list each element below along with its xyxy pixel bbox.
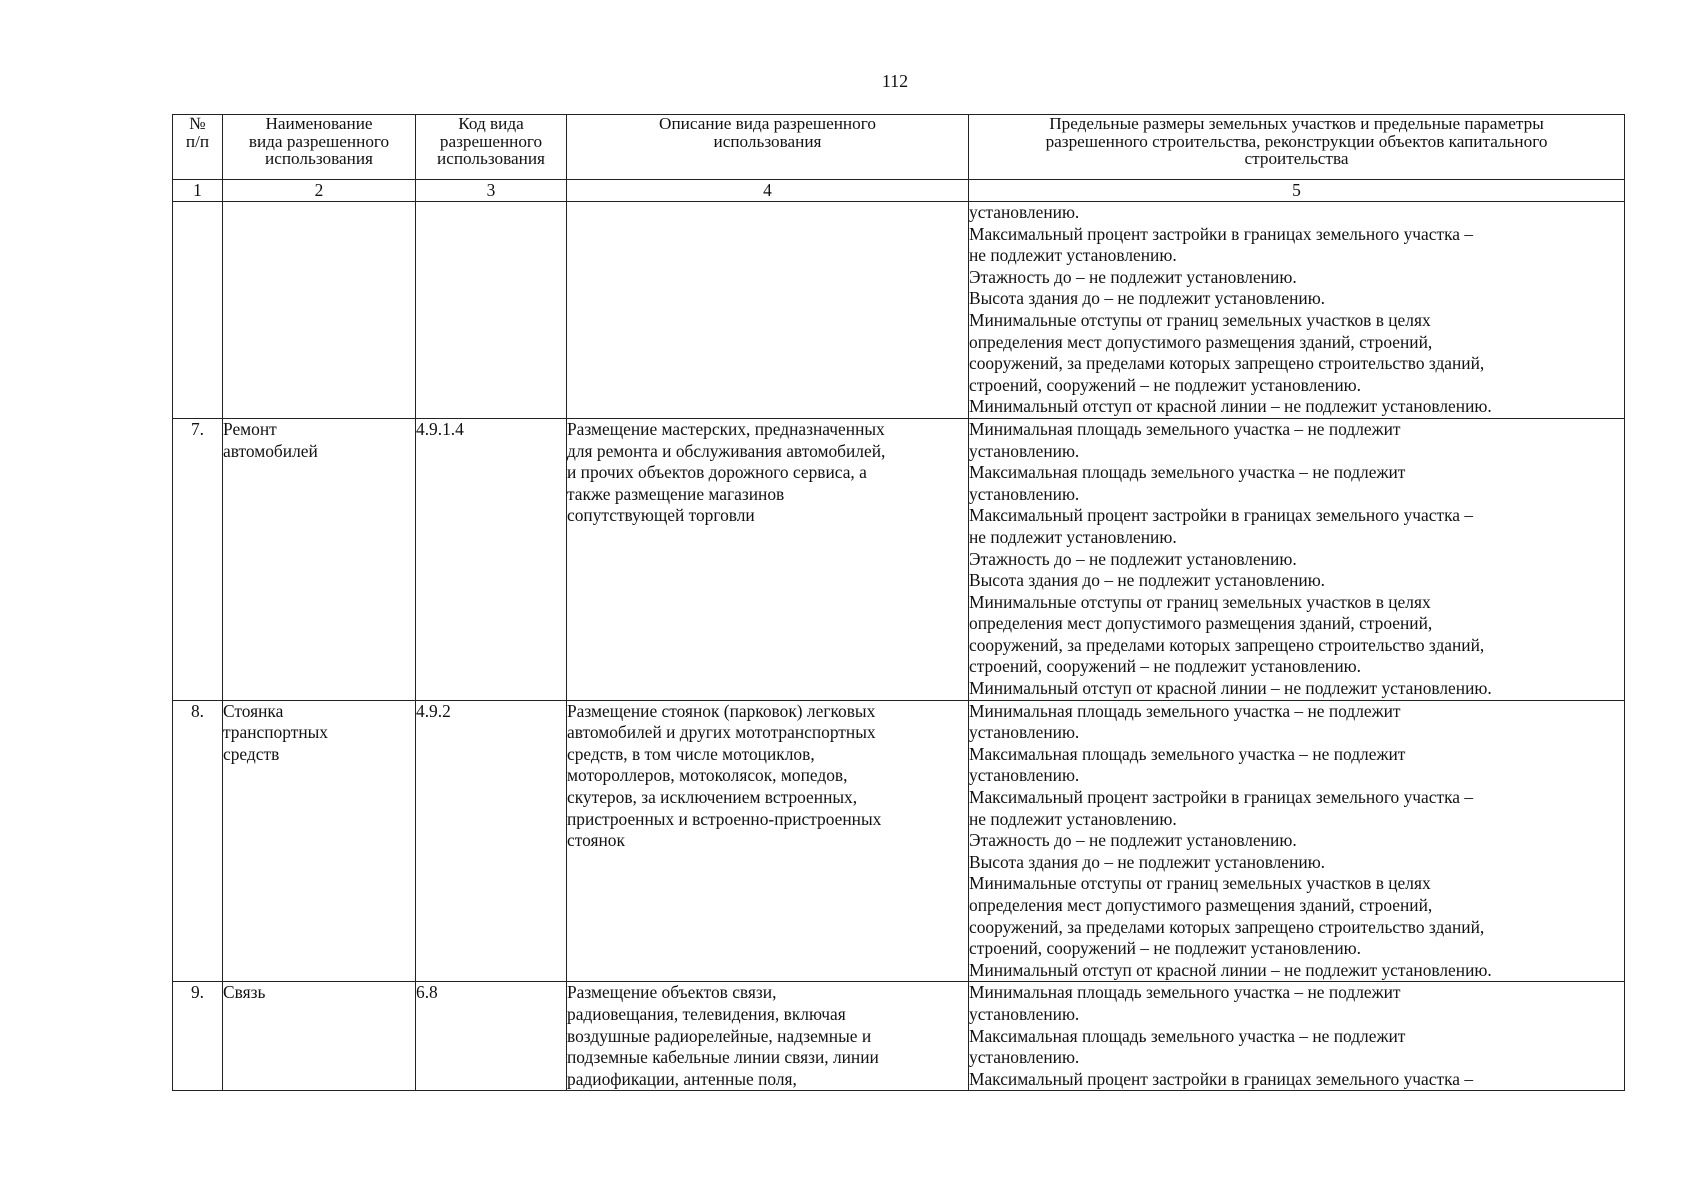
cell-description [567, 700, 969, 982]
text-line: Минимальная площадь земельного участка – не подлежит [969, 700, 1401, 721]
text-line: средств [223, 743, 280, 764]
name-text [223, 419, 415, 462]
text-line: установлению. [969, 440, 1080, 461]
text-line: Размещение объектов связи, [567, 982, 777, 1003]
text-line: не подлежит установлению. [969, 245, 1177, 266]
description-text [567, 419, 968, 527]
text-line: Минимальные отступы от границ земельных участков в целях [969, 873, 1431, 894]
text-line: скутеров, за исключением встроенных, [567, 787, 858, 808]
cell-description [567, 982, 969, 1091]
text-line: мотороллеров, мотоколясок, мопедов, [567, 765, 848, 786]
cell-description [567, 418, 969, 700]
text-line: Этажность до – не подлежит установлению. [969, 266, 1297, 287]
text-line: Максимальная площадь земельного участка – не подлежит [969, 462, 1406, 483]
header-num: № п/п [173, 115, 223, 180]
column-number: 1 [173, 180, 223, 202]
text-line: Минимальные отступы от границ земельных участков в целях [969, 591, 1431, 612]
parameters-text [969, 202, 1624, 418]
cell-num [173, 202, 223, 419]
text-line: Размещение мастерских, предназначенных [567, 418, 885, 439]
text-line: установлению. [969, 1047, 1080, 1068]
text-line: Размещение стоянок (парковок) легковых [567, 700, 876, 721]
cell-code [416, 202, 567, 419]
land-use-table [172, 114, 1625, 1091]
text-line: Стоянка [223, 700, 284, 721]
text-line: сопутствующей торговли [567, 505, 755, 526]
text-line: Этажность до – не подлежит установлению. [969, 830, 1297, 851]
header-parameters: Предельные размеры земельных участков и предельные параметры разрешенного строительства, реконструкции объектов капитального строительства [969, 115, 1625, 180]
cell-num: 7. [173, 418, 223, 700]
header-row [173, 115, 1625, 180]
text-line: строений, сооружений – не подлежит установлению. [969, 374, 1361, 395]
text-line: сооружений, за пределами которых запрещено строительство зданий, [969, 916, 1485, 937]
text-line: определения мест допустимого размещения зданий, строений, [969, 331, 1433, 352]
text-line: автомобилей и других мототранспортных [567, 722, 876, 743]
text-line: установлению. [969, 722, 1080, 743]
cell-parameters [969, 700, 1625, 982]
name-text [223, 982, 415, 1004]
text-line: и прочих объектов дорожного сервиса, а [567, 462, 867, 483]
text-line: установлению. [969, 1003, 1080, 1024]
header-description: Описание вида разрешенного использования [567, 115, 969, 180]
text-line: Максимальный процент застройки в границах земельного участка – [969, 787, 1474, 808]
cell-parameters [969, 202, 1625, 419]
text-line: Максимальная площадь земельного участка – не подлежит [969, 1025, 1406, 1046]
text-line: пристроенных и встроенно-пристроенных [567, 808, 882, 829]
text-line: Минимальный отступ от красной линии – не подлежит установлению. [969, 396, 1492, 417]
text-line: строений, сооружений – не подлежит установлению. [969, 656, 1361, 677]
text-line: Минимальный отступ от красной линии – не подлежит установлению. [969, 678, 1492, 699]
text-line: автомобилей [223, 440, 318, 461]
text-line: транспортных [223, 722, 329, 743]
text-line: Высота здания до – не подлежит установлению. [969, 851, 1326, 872]
cell-name [223, 418, 416, 700]
text-line: для ремонта и обслуживания автомобилей, [567, 440, 886, 461]
text-line: также размещение магазинов [567, 483, 785, 504]
text-line: Минимальный отступ от красной линии – не подлежит установлению. [969, 959, 1492, 980]
column-number-row [173, 180, 1625, 202]
text-line: установлению. [969, 765, 1080, 786]
text-line: стоянок [567, 830, 625, 851]
text-line: воздушные радиорелейные, надземные и [567, 1025, 872, 1046]
text-line: Максимальный процент застройки в границах земельного участка – [969, 223, 1474, 244]
text-line: подземные кабельные линии связи, линии [567, 1047, 879, 1068]
text-line: Связь [223, 982, 266, 1003]
cell-num: 9. [173, 982, 223, 1091]
text-line: Этажность до – не подлежит установлению. [969, 548, 1297, 569]
cell-description [567, 202, 969, 419]
page-number: 112 [881, 71, 909, 91]
table-row [173, 982, 1625, 1091]
column-number: 5 [969, 180, 1625, 202]
text-line: строений, сооружений – не подлежит установлению. [969, 938, 1361, 959]
table-row [173, 700, 1625, 982]
text-line: радиовещания, телевидения, включая [567, 1003, 846, 1024]
text-line: Максимальный процент застройки в границах земельного участка – [969, 1068, 1474, 1089]
text-line: определения мест допустимого размещения зданий, строений, [969, 895, 1433, 915]
column-number: 3 [416, 180, 567, 202]
parameters-text [969, 701, 1624, 982]
text-line: не подлежит установлению. [969, 808, 1177, 829]
name-text [223, 701, 415, 766]
cell-parameters [969, 982, 1625, 1091]
column-number: 4 [567, 180, 969, 202]
cell-code: 4.9.1.4 [416, 418, 567, 700]
text-line: Высота здания до – не подлежит установлению. [969, 288, 1326, 309]
parameters-text [969, 982, 1624, 1090]
text-line: установлению. [969, 483, 1080, 504]
header-code: Код вида разрешенного использования [416, 115, 567, 180]
cell-name [223, 982, 416, 1091]
cell-code: 6.8 [416, 982, 567, 1091]
description-text [567, 982, 968, 1090]
text-line: Ремонт [223, 418, 277, 439]
description-text [567, 701, 968, 852]
text-line: Минимальная площадь земельного участка – не подлежит [969, 418, 1401, 439]
table-row [173, 418, 1625, 700]
text-line: Минимальная площадь земельного участка – не подлежит [969, 982, 1401, 1003]
text-line: Минимальные отступы от границ земельных участков в целях [969, 309, 1431, 330]
cell-code: 4.9.2 [416, 700, 567, 982]
table-row-continuation [173, 202, 1625, 419]
text-line: установлению. [969, 202, 1080, 222]
text-line: радиофикации, антенные поля, [567, 1068, 797, 1089]
column-number: 2 [223, 180, 416, 202]
header-name: Наименование вида разрешенного использования [223, 115, 416, 180]
cell-parameters [969, 418, 1625, 700]
text-line: Максимальный процент застройки в границах земельного участка – [969, 505, 1474, 526]
text-line: Максимальная площадь земельного участка – не подлежит [969, 743, 1406, 764]
text-line: средств, в том числе мотоциклов, [567, 743, 815, 764]
cell-name [223, 202, 416, 419]
cell-name [223, 700, 416, 982]
text-line: определения мест допустимого размещения зданий, строений, [969, 613, 1433, 634]
cell-num: 8. [173, 700, 223, 982]
text-line: сооружений, за пределами которых запрещено строительство зданий, [969, 353, 1485, 374]
text-line: сооружений, за пределами которых запрещено строительство зданий, [969, 634, 1485, 655]
text-line: Высота здания до – не подлежит установлению. [969, 570, 1326, 591]
text-line: не подлежит установлению. [969, 526, 1177, 547]
parameters-text [969, 419, 1624, 700]
